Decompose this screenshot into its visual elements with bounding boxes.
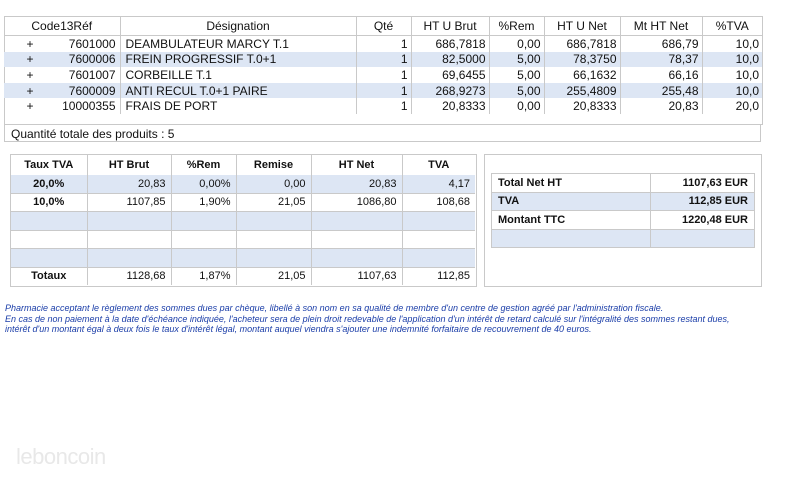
product-row (4, 67, 762, 83)
vat-rem: 1,90% (171, 193, 236, 212)
product-rem: 5,00 (489, 67, 544, 83)
vat-header-rem: %Rem (171, 155, 236, 175)
vat-table (11, 155, 475, 285)
vat-rem: 0,00% (171, 175, 236, 193)
col-header-tva: %TVA (702, 16, 762, 36)
products-header-row (4, 16, 762, 36)
product-code (4, 36, 120, 52)
product-ht-u-net: 255,4809 (544, 83, 620, 99)
product-expand-icon[interactable]: + (26, 36, 34, 51)
col-header-qte: Qté (356, 16, 411, 36)
col-header-rem: %Rem (489, 16, 544, 36)
col-header-ht-u-brut: HT U Brut (411, 16, 489, 36)
product-mt-ht-net: 20,83 (620, 98, 702, 114)
summary-row (492, 211, 755, 230)
product-ht-u-net: 20,8333 (544, 98, 620, 114)
product-code-value: 10000355 (62, 99, 116, 114)
product-qte: 1 (356, 67, 411, 83)
summary-row (492, 192, 755, 211)
product-rem: 0,00 (489, 36, 544, 52)
product-expand-icon[interactable]: + (26, 83, 34, 98)
product-tva: 10,0 (702, 52, 762, 68)
leboncoin-watermark: leboncoin (16, 444, 106, 469)
summary-label: Total Net HT (492, 174, 651, 193)
product-expand-icon[interactable]: + (26, 67, 34, 82)
product-row (4, 83, 762, 99)
product-designation: FREIN PROGRESSIF T.0+1 (120, 52, 356, 68)
vat-tva: 108,68 (402, 193, 475, 212)
product-designation: CORBEILLE T.1 (120, 67, 356, 83)
product-ht-u-brut: 82,5000 (411, 52, 489, 68)
vat-totals-ht-net: 1107,63 (311, 267, 402, 285)
vat-totals-row (11, 267, 475, 285)
col-header-code: Code13Réf (4, 16, 120, 36)
product-code (4, 67, 120, 83)
vat-rate: 20,0% (11, 175, 87, 193)
product-ht-u-brut: 69,6455 (411, 67, 489, 83)
product-mt-ht-net: 66,16 (620, 67, 702, 83)
col-header-ht-u-net: HT U Net (544, 16, 620, 36)
product-qte: 1 (356, 36, 411, 52)
vat-rate: 10,0% (11, 193, 87, 212)
vat-remise: 21,05 (236, 193, 311, 212)
vat-totals-remise: 21,05 (236, 267, 311, 285)
product-row (4, 36, 762, 52)
product-mt-ht-net: 255,48 (620, 83, 702, 99)
product-code-value: 7601000 (68, 36, 116, 51)
product-ht-u-net: 686,7818 (544, 36, 620, 52)
product-expand-icon[interactable]: + (26, 99, 34, 114)
summary-empty-row (492, 229, 755, 248)
products-table (4, 16, 762, 114)
product-ht-u-brut: 268,9273 (411, 83, 489, 99)
product-ht-u-net: 78,3750 (544, 52, 620, 68)
product-row (4, 52, 762, 68)
vat-header-ht-brut: HT Brut (87, 155, 171, 175)
product-mt-ht-net: 78,37 (620, 52, 702, 68)
quantity-total: Quantité totale des produits : 5 (4, 124, 761, 142)
product-ht-u-brut: 20,8333 (411, 98, 489, 114)
product-code-value: 7600006 (68, 52, 116, 67)
product-tva: 10,0 (735, 36, 759, 51)
product-tva: 20,0 (735, 99, 759, 114)
product-code (4, 98, 120, 114)
product-qte: 1 (356, 83, 411, 99)
legal-line: intérêt d'un montant égal à deux fois le taux d'intérêt légal, montant auquel viendra s'ajouter une indemnité forfaitaire de recouvrement de 40 euros. (5, 324, 592, 334)
product-tva: 10,0 (702, 83, 762, 99)
vat-ht-brut: 20,83 (87, 175, 171, 193)
product-rem: 0,00 (489, 98, 544, 114)
product-mt-ht-net: 686,79 (620, 36, 702, 52)
vat-empty-row (11, 249, 475, 268)
vat-empty-row (11, 212, 475, 231)
product-designation: ANTI RECUL T.0+1 PAIRE (120, 83, 356, 99)
vat-row (11, 193, 475, 212)
vat-ht-net: 20,83 (311, 175, 402, 193)
vat-totals-ht-brut: 1128,68 (87, 267, 171, 285)
summary-value: 1107,63 EUR (651, 174, 755, 193)
product-code-value: 7601007 (68, 67, 116, 82)
summary-row (492, 174, 755, 193)
product-expand-icon[interactable]: + (26, 52, 34, 67)
product-tva: 10,0 (735, 67, 759, 82)
vat-ht-brut: 1107,85 (87, 193, 171, 212)
summary-value: 1220,48 EUR (651, 211, 755, 230)
product-designation: FRAIS DE PORT (120, 98, 356, 114)
product-row (4, 98, 762, 114)
vat-ht-net: 1086,80 (311, 193, 402, 212)
vat-row (11, 175, 475, 193)
vat-header-ht-net: HT Net (311, 155, 402, 175)
vat-totals-label: Totaux (11, 267, 87, 285)
vat-header-row (11, 155, 475, 175)
vat-totals-tva: 112,85 (437, 270, 470, 283)
col-header-designation: Désignation (120, 16, 356, 36)
product-rem: 5,00 (489, 83, 544, 99)
legal-line: En cas de non paiement à la date d'échéance indiquée, l'acheteur sera de plein droit redevable de l'application d'un intérêt de retard calculé sur l'intégralité des sommes restant dues, (5, 313, 730, 324)
vat-tva: 4,17 (402, 175, 475, 193)
product-qte: 1 (356, 52, 411, 68)
vat-header-taux: Taux TVA (11, 155, 87, 175)
legal-notice (5, 303, 795, 335)
summary-table (491, 173, 755, 248)
summary-value: 112,85 EUR (651, 192, 755, 211)
product-code-value: 7600009 (68, 83, 116, 98)
vat-totals-rem: 1,87% (171, 267, 236, 285)
product-ht-u-net: 66,1632 (544, 67, 620, 83)
vat-empty-row (11, 230, 475, 249)
summary-label: TVA (492, 192, 651, 211)
product-rem: 5,00 (489, 52, 544, 68)
vat-header-tva: TVA (428, 159, 450, 171)
product-code (4, 83, 120, 99)
summary-label: Montant TTC (492, 211, 651, 230)
vat-remise: 0,00 (236, 175, 311, 193)
product-code (4, 52, 120, 68)
vat-header-remise: Remise (236, 155, 311, 175)
product-designation: DEAMBULATEUR MARCY T.1 (120, 36, 356, 52)
product-qte: 1 (356, 98, 411, 114)
product-ht-u-brut: 686,7818 (411, 36, 489, 52)
col-header-mt-ht-net: Mt HT Net (620, 16, 702, 36)
legal-line: Pharmacie acceptant le règlement des sommes dues par chèque, libellé à son nom en sa qualité de membre d'un centre de gestion agréé par l'administration fiscale. (5, 303, 664, 313)
